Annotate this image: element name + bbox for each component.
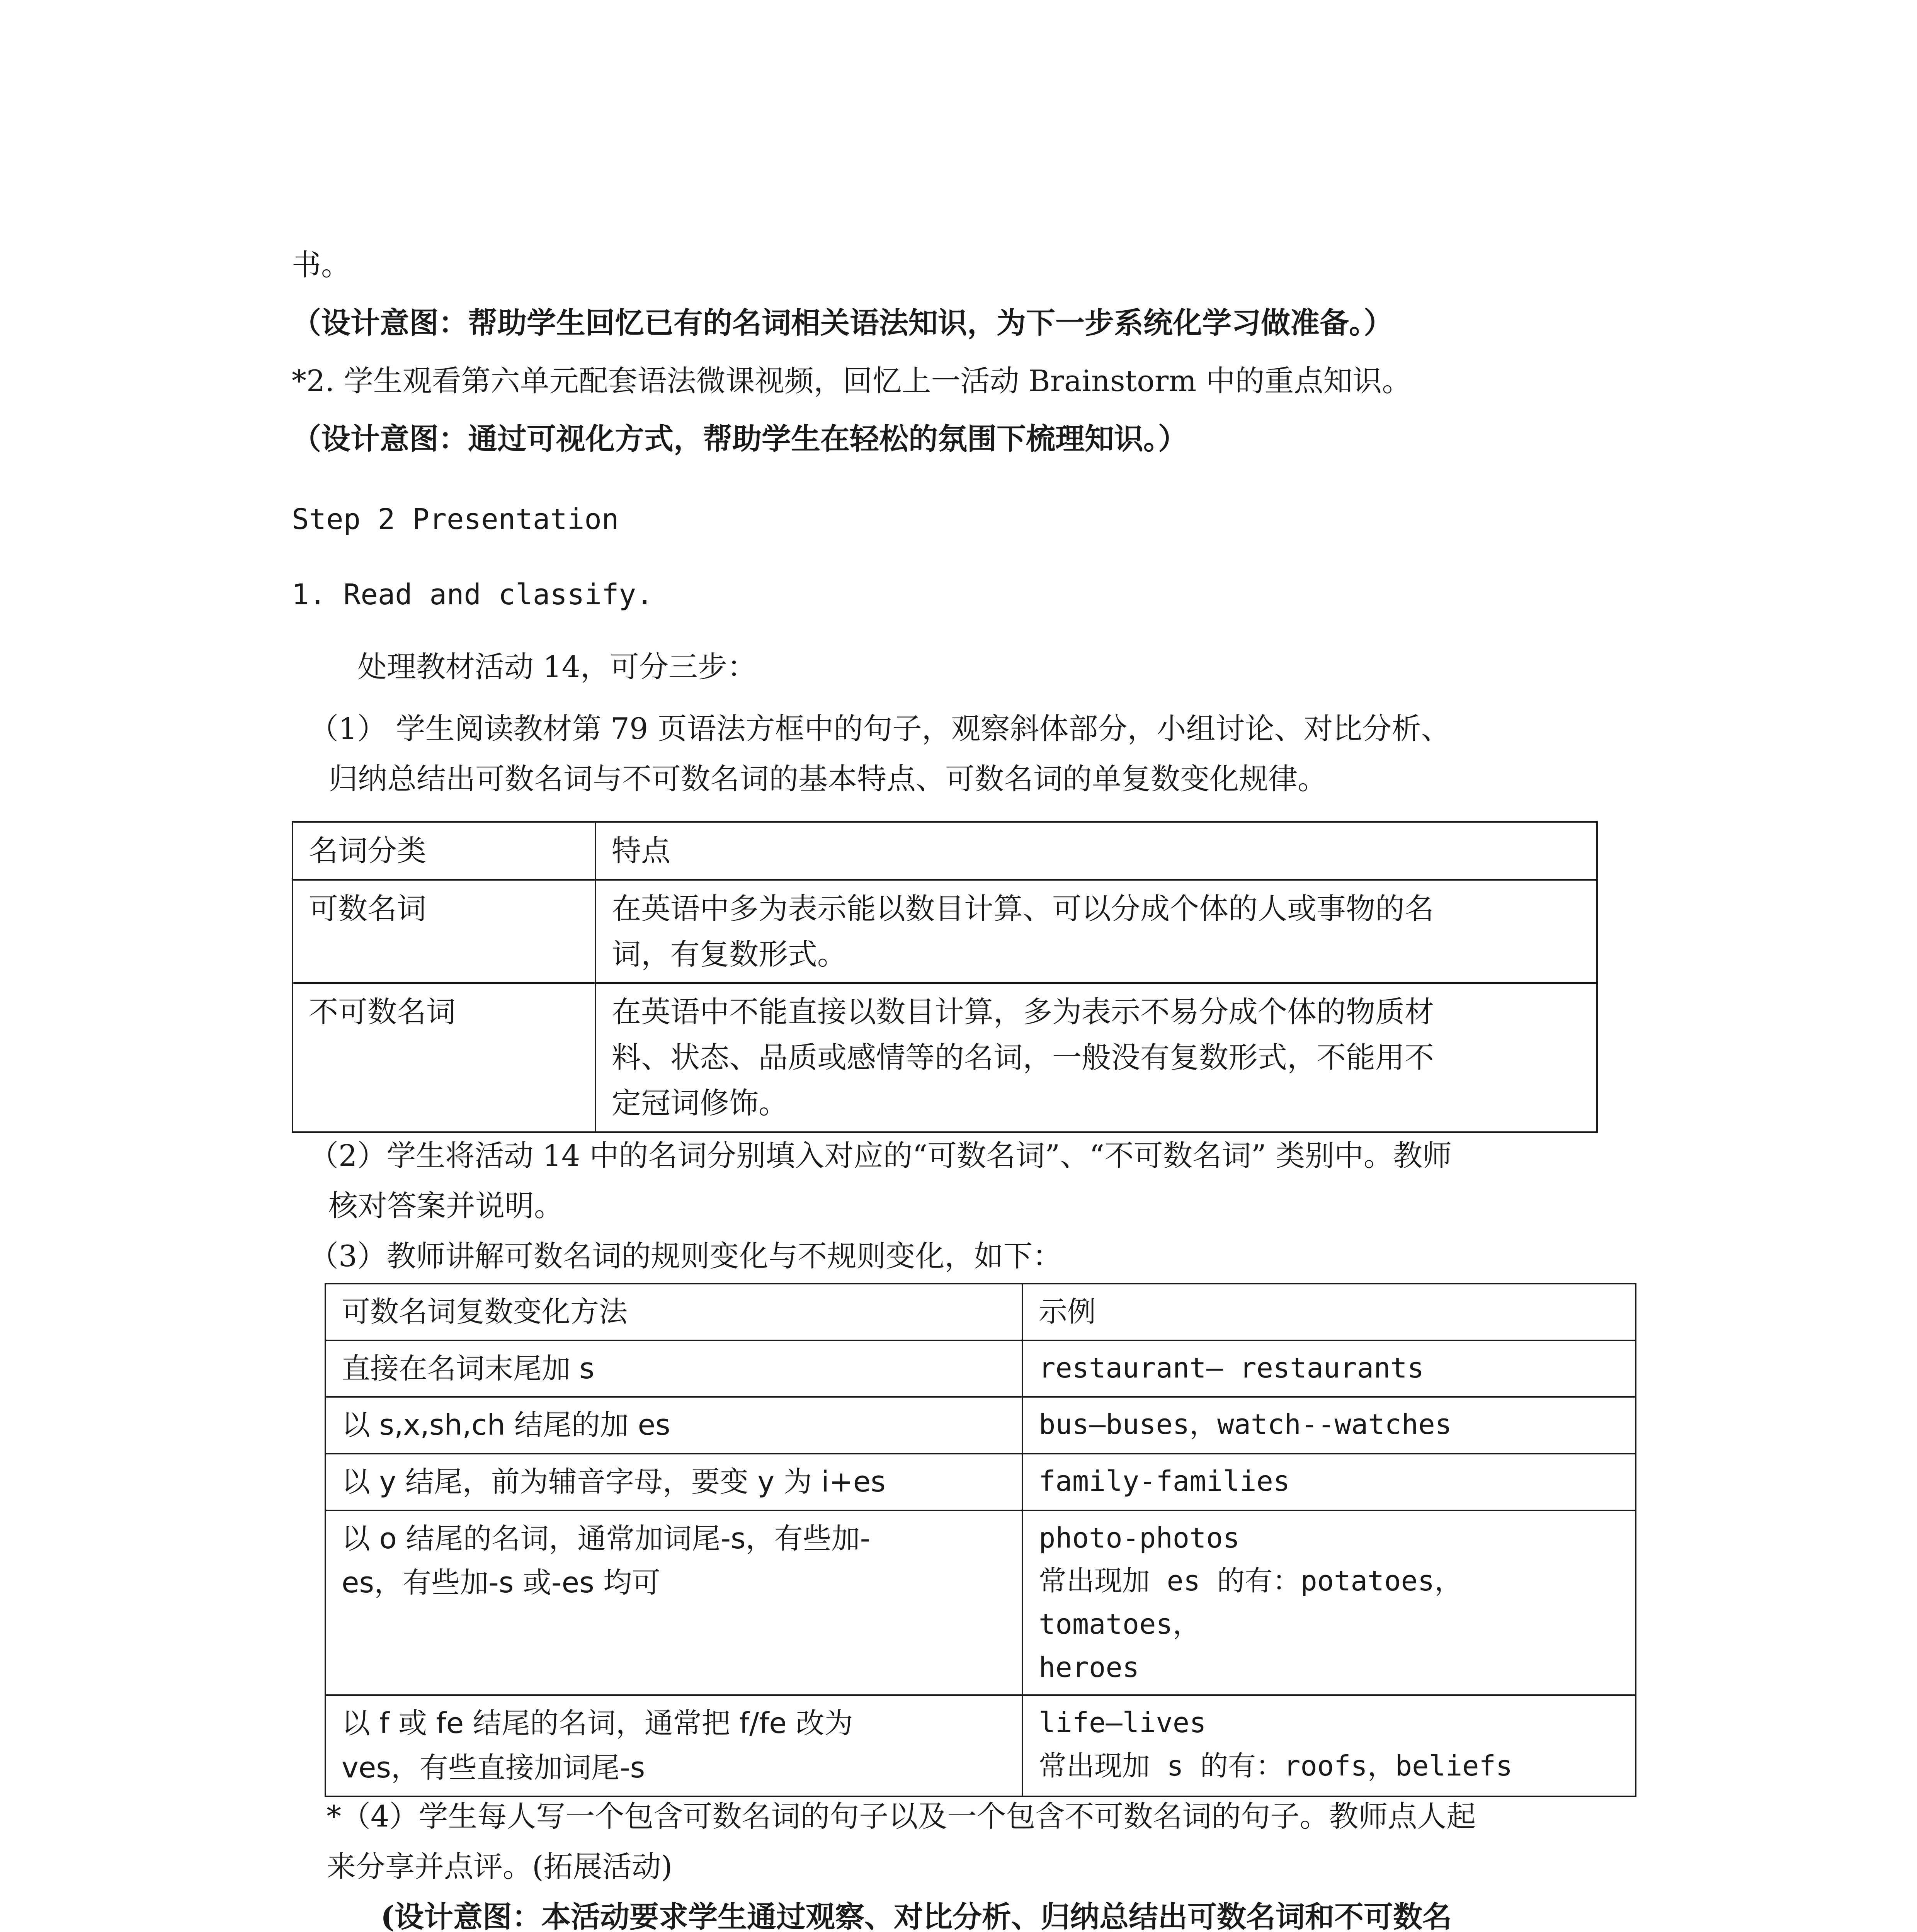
noun-type-cell: 不可数名词 [293, 983, 595, 1132]
activity-item-2: *2. 学生观看第六单元配套语法微课视频，回忆上一活动 Brainstorm 中的重点知识。 [292, 364, 1412, 398]
step2-sub1-line2: 归纳总结出可数名词与不可数名词的基本特点、可数名词的单复数变化规律。 [328, 762, 1327, 796]
rule-text: 以 o 结尾的名词，通常加词尾-s，有些加- [342, 1522, 871, 1555]
example-text: life—lives [1039, 1706, 1206, 1739]
example-text: restaurant— restaurants [1039, 1351, 1424, 1384]
rule-cell [325, 1510, 1022, 1695]
table-header-row [293, 822, 1597, 880]
table-row [325, 1340, 1636, 1397]
example-text: 常出现加 es 的有：potatoes，tomatoes， [1039, 1565, 1463, 1640]
feature-text: 定冠词修饰。 [612, 1085, 788, 1120]
intro-line: 书。 [292, 248, 350, 282]
step2-heading: Step 2 Presentation [292, 503, 619, 536]
example-cell [1022, 1695, 1636, 1796]
step2-sub4-line1: *（4）学生每人写一个包含可数名词的句子以及一个包含不可数名词的句子。教师点人起 [327, 1799, 1476, 1833]
rule-text: 以 f 或 fe 结尾的名词，通常把 f/fe 改为 [342, 1707, 853, 1740]
example-text: bus—buses，watch--watches [1039, 1408, 1452, 1441]
noun-types-table [292, 821, 1598, 1133]
table-row [325, 1454, 1636, 1510]
example-cell [1022, 1397, 1636, 1454]
example-text: family-families [1039, 1465, 1290, 1498]
design-intent-1: （设计意图：帮助学生回忆已有的名词相关语法知识，为下一步系统化学习做准备。） [292, 306, 1393, 340]
example-cell [1022, 1340, 1636, 1397]
table-header-cell: 可数名词复数变化方法 [325, 1284, 1022, 1340]
step2-process: 处理教材活动 14，可分三步： [357, 650, 757, 684]
example-text: photo-photos [1039, 1521, 1240, 1554]
table-row [325, 1397, 1636, 1454]
table-row [293, 983, 1597, 1132]
step2-sub2-line1: （2）学生将活动 14 中的名词分别填入对应的“可数名词”、“不可数名词” 类别中。教师 [309, 1138, 1452, 1173]
rule-text: ves，有些直接加词尾-s [342, 1751, 645, 1784]
rule-text: 以 s,x,sh,ch 结尾的加 es [342, 1408, 670, 1442]
example-cell [1022, 1454, 1636, 1510]
feature-text: 在英语中多为表示能以数目计算、可以分成个体的人或事物的名 [612, 891, 1434, 926]
feature-text: 在英语中不能直接以数目计算，多为表示不易分成个体的物质材 [612, 995, 1434, 1029]
design-intent-2: （设计意图：通过可视化方式，帮助学生在轻松的氛围下梳理知识。） [292, 422, 1187, 456]
step2-activity: 1. Read and classify. [292, 578, 653, 611]
rule-cell [325, 1454, 1022, 1510]
rule-text: 直接在名词末尾加 s [342, 1352, 595, 1385]
table-row [325, 1695, 1636, 1796]
feature-cell [595, 983, 1597, 1132]
table-header-row [325, 1284, 1636, 1340]
rule-cell [325, 1340, 1022, 1397]
rule-text: es，有些加-s 或-es 均可 [342, 1566, 661, 1600]
table-header-cell: 特点 [595, 822, 1597, 880]
feature-cell [595, 880, 1597, 983]
rule-text: 以 y 结尾，前为辅音字母，要变 y 为 i+es [342, 1465, 886, 1499]
example-text: heroes [1039, 1651, 1140, 1684]
example-cell [1022, 1510, 1636, 1695]
step2-sub4-line2: 来分享并点评。(拓展活动) [327, 1849, 673, 1884]
table-header-cell: 示例 [1022, 1284, 1636, 1340]
table-row [325, 1510, 1636, 1695]
feature-text: 词，有复数形式。 [612, 937, 847, 971]
step2-design-intent-line1: (设计意图：本活动要求学生通过观察、对比分析、归纳总结出可数名词和不可数名 [381, 1900, 1452, 1932]
plural-rules-table [325, 1283, 1636, 1797]
step2-sub3: （3）教师讲解可数名词的规则变化与不规则变化，如下： [309, 1239, 1062, 1273]
rule-cell [325, 1397, 1022, 1454]
noun-type-cell: 可数名词 [293, 880, 595, 983]
step2-sub1-line1: （1） 学生阅读教材第 79 页语法方框中的句子，观察斜体部分，小组讨论、对比分析、 [309, 711, 1451, 746]
step2-sub2-line2: 核对答案并说明。 [328, 1189, 563, 1223]
feature-text: 料、状态、品质或感情等的名词，一般没有复数形式，不能用不 [612, 1040, 1434, 1075]
rule-cell [325, 1695, 1022, 1796]
example-text: 常出现加 s 的有：roofs，beliefs [1039, 1749, 1513, 1782]
table-header-cell: 名词分类 [293, 822, 595, 880]
table-row [293, 880, 1597, 983]
